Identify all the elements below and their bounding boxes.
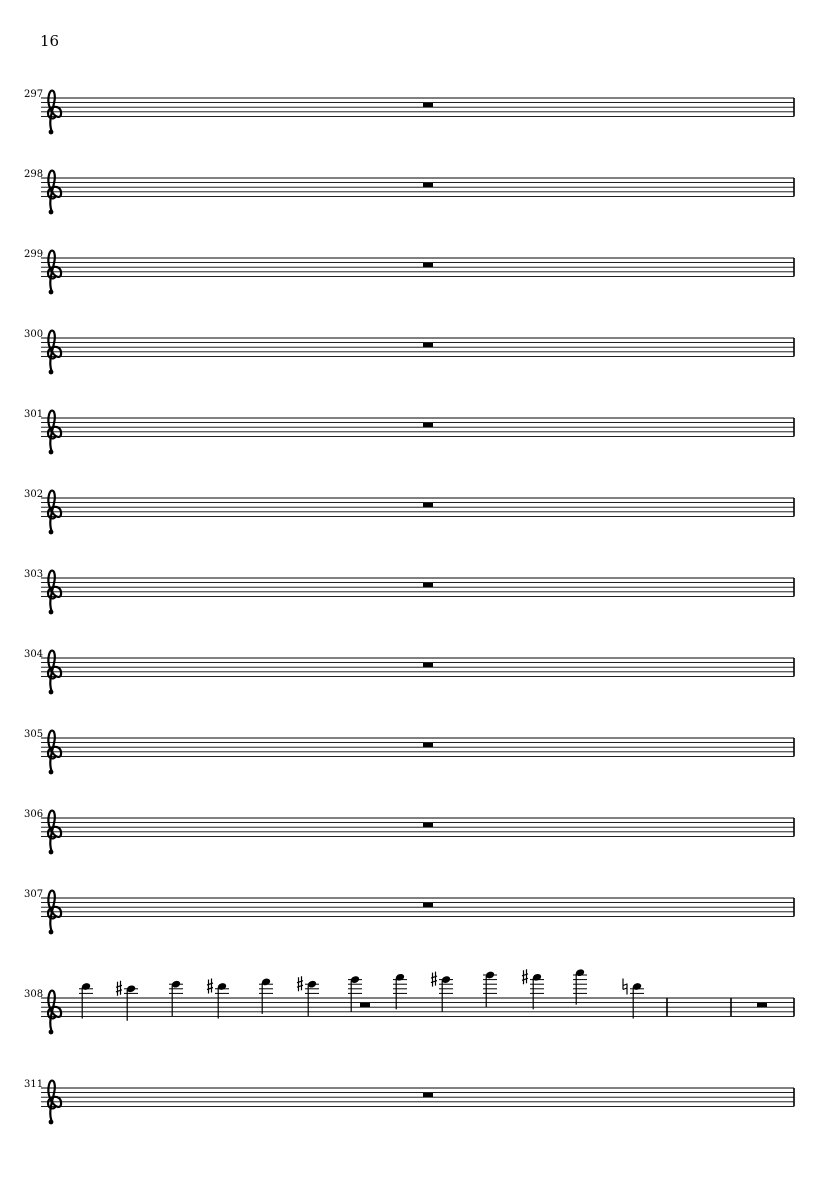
- treble-clef-icon: [48, 411, 61, 452]
- whole-rest-icon: [423, 663, 433, 668]
- treble-clef-icon: [48, 811, 61, 852]
- whole-rest-icon: [757, 1003, 767, 1008]
- measure-number: 306: [24, 809, 44, 820]
- treble-clef-dot: [49, 610, 54, 615]
- sharp-icon: [297, 976, 303, 991]
- treble-clef-dot: [49, 930, 54, 935]
- sharp-icon: [522, 969, 528, 984]
- natural-icon: [623, 979, 627, 995]
- measure-number: 298: [24, 169, 44, 180]
- whole-rest-icon: [423, 823, 433, 828]
- staff-system: [24, 169, 794, 214]
- staff-system: [24, 1079, 794, 1124]
- sharp-icon: [116, 981, 122, 996]
- staff-system: [24, 409, 794, 454]
- treble-clef-dot: [49, 1120, 54, 1125]
- staff-system: [24, 729, 794, 774]
- whole-rest-icon: [423, 1093, 433, 1098]
- measure-number: 308: [24, 989, 44, 1000]
- measure-number: 297: [24, 89, 44, 100]
- sharp-icon: [207, 979, 213, 994]
- treble-clef-icon: [48, 991, 61, 1032]
- treble-clef-icon: [48, 651, 61, 692]
- treble-clef-icon: [48, 91, 61, 132]
- measure-number: 299: [24, 249, 44, 260]
- treble-clef-icon: [48, 571, 61, 612]
- staff-system: [24, 809, 794, 854]
- treble-clef-dot: [49, 770, 54, 775]
- staff-system: [24, 249, 794, 294]
- whole-rest-icon: [423, 343, 433, 348]
- staff-system: [24, 968, 794, 1034]
- staff-system: [24, 649, 794, 694]
- whole-rest-icon: [423, 743, 433, 748]
- staff-system: [24, 489, 794, 534]
- treble-clef-icon: [48, 891, 61, 932]
- whole-rest-icon: [423, 503, 433, 508]
- treble-clef-icon: [48, 171, 61, 212]
- staff-system: [24, 89, 794, 134]
- treble-clef-dot: [49, 290, 54, 295]
- treble-clef-icon: [48, 251, 61, 292]
- whole-rest-icon: [423, 183, 433, 188]
- treble-clef-icon: [48, 1081, 61, 1122]
- sharp-icon: [431, 972, 437, 987]
- whole-rest-icon: [423, 423, 433, 428]
- treble-clef-dot: [49, 530, 54, 535]
- measure-number: 304: [24, 649, 44, 660]
- measure-number: 311: [24, 1079, 44, 1090]
- treble-clef-dot: [49, 1030, 54, 1035]
- staff-system: [24, 889, 794, 934]
- measure-number: 302: [24, 489, 44, 500]
- measure-number: 305: [24, 729, 44, 740]
- treble-clef-dot: [49, 450, 54, 455]
- treble-clef-icon: [48, 491, 61, 532]
- measure-number: 300: [24, 329, 44, 340]
- whole-rest-icon: [423, 583, 433, 588]
- treble-clef-icon: [48, 731, 61, 772]
- whole-rest-icon: [423, 263, 433, 268]
- treble-clef-dot: [49, 130, 54, 135]
- whole-rest-icon: [360, 1003, 370, 1008]
- staff-system: [24, 329, 794, 374]
- staff-system: [24, 569, 794, 614]
- treble-clef-dot: [49, 850, 54, 855]
- measure-number: 303: [24, 569, 44, 580]
- measure-number: 307: [24, 889, 44, 900]
- measure-number: 301: [24, 409, 44, 420]
- treble-clef-dot: [49, 690, 54, 695]
- treble-clef-dot: [49, 210, 54, 215]
- page-number: 16: [40, 32, 60, 50]
- whole-rest-icon: [423, 903, 433, 908]
- treble-clef-dot: [49, 370, 54, 375]
- treble-clef-icon: [48, 331, 61, 372]
- whole-rest-icon: [423, 103, 433, 108]
